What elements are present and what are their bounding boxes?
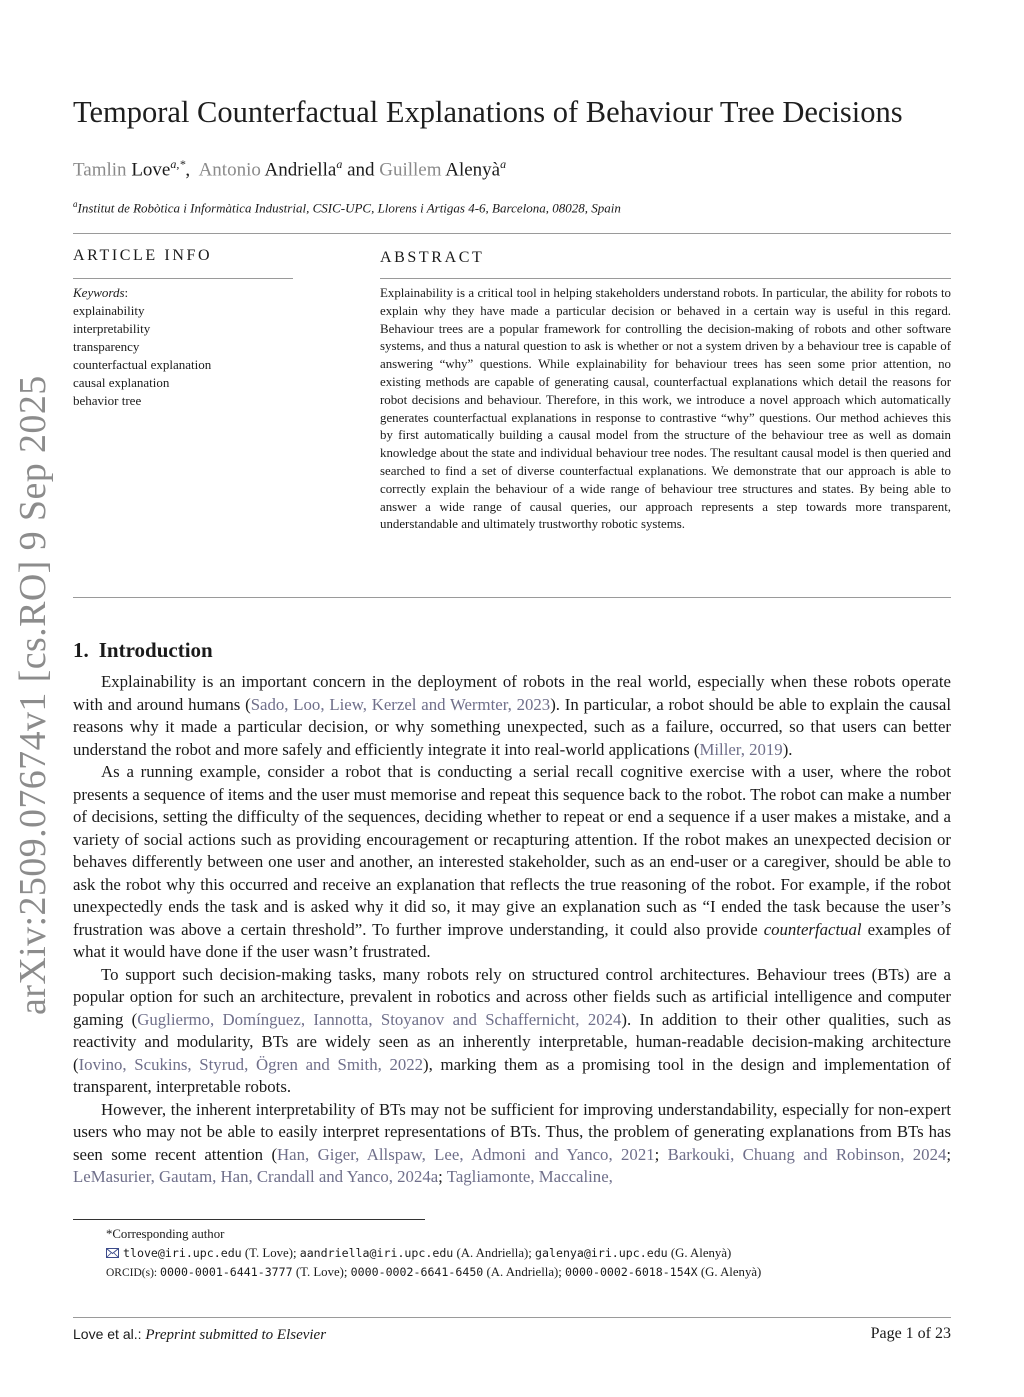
- mail-icon: [106, 1245, 119, 1255]
- orcid-label: ORCID(s):: [106, 1267, 160, 1279]
- paragraph: [73, 761, 951, 964]
- citation-year: 2024: [912, 1144, 947, 1164]
- keywords-label: Keywords: [73, 285, 125, 300]
- citation-authors: Barkouki, Chuang and Robinson: [667, 1144, 901, 1164]
- author-list: [73, 150, 506, 184]
- corresponding-author-note: *Corresponding author: [106, 1227, 225, 1241]
- citation-year: 2021: [621, 1144, 655, 1164]
- emphasis-text: counterfactual: [763, 919, 862, 939]
- orcid-line: [73, 1263, 951, 1283]
- article-info-heading: ARTICLE INFO: [73, 247, 213, 264]
- keywords-colon: :: [124, 285, 129, 300]
- affiliation: [73, 199, 621, 216]
- citation-link[interactable]: [79, 1055, 423, 1074]
- author-superscript: a: [500, 157, 507, 171]
- footer-authors: Love et al.:: [73, 1326, 146, 1342]
- author-given-name: Tamlin: [73, 159, 127, 181]
- orcid-link[interactable]: 0000-0001-6441-3777: [160, 1265, 293, 1279]
- paper-title: Temporal Counterfactual Explanations of Behaviour Tree Decisions: [73, 95, 903, 129]
- citation-authors: Iovino, Scukins, Styrud, Ögren and Smith: [78, 1054, 378, 1074]
- citation-year: 2024a: [397, 1167, 439, 1186]
- author-given-name: Antonio: [198, 159, 261, 181]
- keyword: counterfactual explanation: [73, 357, 212, 372]
- paragraph-text: ). In particular, a robot should be able to explain the causal reasons why it made a particular decision, or why something unexpected, such as a failure, occurred, so that users can better understand the robot and more safely and efficiently integrate it into real-world applications (: [73, 694, 951, 759]
- footer-divider: [73, 1317, 951, 1318]
- citation-year: 2023: [516, 694, 551, 714]
- author-family-name: Andriella: [264, 159, 337, 181]
- paragraph-text: Explainability is an important concern in the deployment of robots in the real world, especially when these robots operate with and around humans (: [73, 672, 951, 714]
- citation-separator: ,: [575, 1009, 588, 1029]
- section-number: 1.: [73, 638, 89, 662]
- orcid-owner: (A. Andriella);: [483, 1265, 566, 1279]
- citation-link[interactable]: [668, 1145, 947, 1164]
- header-divider: [73, 233, 951, 234]
- orcid-link[interactable]: 0000-0002-6018-154X: [565, 1265, 698, 1279]
- affiliation-superscript: a: [73, 199, 78, 209]
- citation-authors: LeMasurier, Gautam, Han, Crandall and Yanco: [73, 1167, 389, 1186]
- keyword: interpretability: [73, 321, 151, 336]
- citation-authors: Han, Giger, Allspaw, Lee, Admoni and Yanco: [277, 1144, 609, 1164]
- email-owner: (A. Andriella);: [453, 1246, 536, 1260]
- footer-running-title: [73, 1326, 326, 1344]
- email-link[interactable]: tlove@iri.upc.edu: [123, 1246, 242, 1260]
- keyword: behavior tree: [73, 393, 142, 408]
- orcid-link[interactable]: 0000-0002-6641-6450: [350, 1265, 484, 1279]
- author-given-name: Guillem: [379, 159, 442, 181]
- citation-separator: ,: [388, 1167, 398, 1186]
- citation-year: 2019: [749, 739, 783, 759]
- abstract-divider: [380, 278, 951, 279]
- paragraph-text: As a running example, consider a robot that is conducting a serial recall cognitive exercise with a user, where the robot presents a sequence of items and the user must memorise and repeat this sequence back to the robot. The robot can make a number of decisions, setting the difficulty of the sequences, deciding whether to repeat or end a sequence if a user makes a mistake, and a variety of social actions such as providing encouragement or recapturing attention. If the robot makes an unexpected decision or behaves differently between one user and another, an interested stakeholder, such as an end-user or a caregiver, should be able to ask the robot why this occurred and receive an explanation that reflects the true reasoning of the robot. For example, if the robot unexpectedly ends the task and is asked why it did so, it may give an explanation such as “I ended the task because the user’s frustration was above a certain threshold”. To further improve understanding, it could also provide: [73, 762, 951, 939]
- keyword: transparency: [73, 339, 140, 354]
- paragraph: [73, 671, 951, 761]
- citation-link[interactable]: [251, 695, 550, 714]
- citation-authors: Gugliermo, Domínguez, Iannotta, Stoyanov and Schaffernicht: [137, 1009, 576, 1029]
- citation-separator: ,: [740, 739, 750, 759]
- paragraph: [73, 964, 951, 1099]
- citation-year: 2024: [587, 1009, 622, 1029]
- citation-authors: Miller: [699, 739, 741, 759]
- citation-link[interactable]: Tagliamonte, Maccaline,: [446, 1167, 613, 1186]
- author-separator: and: [347, 159, 375, 181]
- article-info-divider: [73, 278, 293, 279]
- citation-authors: Sado, Loo, Liew, Kerzel and Wermter: [250, 694, 508, 714]
- keywords-block: [73, 284, 211, 410]
- arxiv-stamp: arXiv:2509.07674v1 [cs.RO] 9 Sep 2025: [12, 375, 54, 1015]
- section-title: Introduction: [98, 638, 213, 662]
- author-superscript: a: [336, 157, 343, 171]
- citation-link[interactable]: [699, 740, 782, 759]
- citation-separator: ;: [946, 1144, 952, 1164]
- footnote-divider: [73, 1219, 425, 1220]
- keywords-label-line: [73, 284, 211, 302]
- citation-separator: ,: [377, 1054, 390, 1074]
- citation-link[interactable]: [137, 1010, 621, 1029]
- email-owner: (G. Alenyà): [667, 1246, 732, 1260]
- citation-link[interactable]: [73, 1167, 438, 1186]
- affiliation-text: Institut de Robòtica i Informàtica Industrial, CSIC-UPC, Llorens i Artigas 4-6, Barcelona, 08028, Spain: [77, 200, 621, 216]
- paragraph-text: However, the inherent interpretability of BTs may not be sufficient for improving understandability, especially for non-expert users who may not be able to easily interpret representations of BTs. Thus, the problem of generating explanations from BTs has seen some recent attention (: [73, 1099, 951, 1164]
- keyword: explainability: [73, 303, 145, 318]
- author-family-name: Love: [131, 159, 171, 181]
- citation-separator: ,: [900, 1144, 913, 1164]
- orcid-owner: (T. Love);: [292, 1265, 351, 1279]
- citation-separator: ,: [608, 1144, 622, 1164]
- section-heading-introduction: [73, 638, 223, 663]
- email-link[interactable]: galenya@iri.upc.edu: [535, 1246, 668, 1260]
- author-family-name: Alenyà: [445, 159, 501, 181]
- abstract-text: Explainability is a critical tool in helping stakeholders understand robots. In particular, the ability for robots to explain why they have made a particular decision or behaved in a certain way is useful in this regard. Behaviour trees are a popular framework for controlling the decision-making of robots and other software systems, and thus a natural question to ask is whether or not a system driven by a behaviour tree is capable of answering “why” questions. While explainability for behaviour trees has seen some prior attention, no existing methods are capable of generating causal, counterfactual explanations which detail the reasons for robot decisions and behaviour. Therefore, in this work, we introduce a novel approach which automatically generates counterfactual explanations in response to contrastive “why” questions. Our method achieves this by first automatically building a causal model from the structure of the behaviour tree as well as domain knowledge about the state and individual behaviour tree nodes. The resultant causal model is then queried and searched to find a set of diverse counterfactual explanations. We demonstrate that our approach is able to correctly explain the behaviour of a wide range of behaviour tree structures and states. By being able to answer a wide range of causal queries, our approach represents a step towards more transparent, understandable and ultimately trustworthy robotic systems.: [380, 286, 951, 532]
- footer-venue: Preprint submitted to Elsevier: [145, 1327, 327, 1343]
- paragraph-text: ). In addition to their other qualities, such as reactivity and modularity, BTs are widely seen as an inherently interpretable, human-readable decision-making architecture (: [73, 1009, 952, 1074]
- author-superscript: a,*: [170, 157, 186, 171]
- orcid-owner: (G. Alenyà): [697, 1265, 762, 1279]
- paragraph-text: examples of what it would have done if the user wasn’t frustrated.: [73, 919, 951, 961]
- citation-separator: ,: [507, 694, 517, 714]
- keyword: causal explanation: [73, 375, 170, 390]
- author-separator: ,: [185, 159, 191, 181]
- citation-link[interactable]: [277, 1145, 655, 1164]
- footnotes: [73, 1225, 951, 1283]
- paragraph-text: To support such decision-making tasks, many robots rely on structured control architectures. Behaviour trees (BTs) are a popular option for such an architecture, prevalent in robotics and across other fields such as artificial intelligence and computer gaming (: [73, 964, 951, 1029]
- email-link[interactable]: aandriella@iri.upc.edu: [299, 1246, 454, 1260]
- email-owner: (T. Love);: [241, 1246, 300, 1260]
- introduction-body: [73, 671, 951, 1189]
- citation-separator: ;: [438, 1167, 447, 1186]
- abstract-bottom-divider: [73, 597, 951, 598]
- paragraph-text: ).: [782, 739, 793, 759]
- email-line: [73, 1244, 951, 1263]
- citation-year: 2022: [389, 1054, 424, 1074]
- abstract-heading: ABSTRACT: [380, 249, 485, 266]
- page-number: Page 1 of 23: [870, 1325, 951, 1342]
- paragraph: [73, 1099, 951, 1189]
- paragraph-text: ), marking them as a promising tool in the design and implementation of transparent, interpretable robots.: [73, 1054, 952, 1096]
- citation-separator: ;: [654, 1144, 668, 1164]
